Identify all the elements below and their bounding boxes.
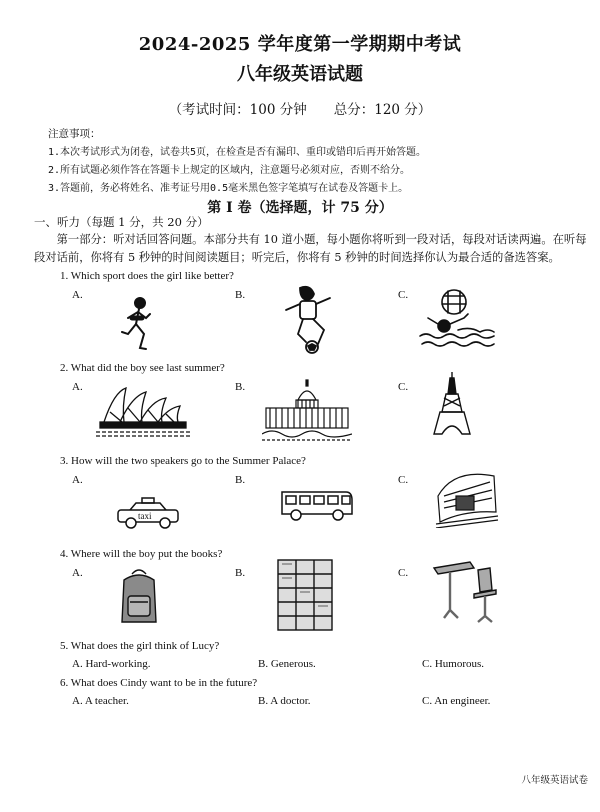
swimmer-image xyxy=(418,288,496,354)
option-a-label: A. xyxy=(72,474,83,486)
soccer-player-image xyxy=(276,284,346,354)
us-capitol-image xyxy=(262,378,352,442)
question-6: 6. What does Cindy want to be in the future? xyxy=(60,677,258,689)
time-and-score-info: （考试时间：100 分钟 总分：120 分） xyxy=(168,102,432,118)
option-b-label: B. xyxy=(235,289,246,301)
question-3: 3. How will the two speakers go to the Summer Palace? xyxy=(60,455,306,467)
option-a: A. A teacher. xyxy=(72,695,129,707)
option-c-label: C. xyxy=(398,289,409,301)
option-a-label: A. xyxy=(72,381,83,393)
option-b-label: B. xyxy=(235,474,246,486)
option-b: B. Generous. xyxy=(258,658,316,670)
question-1: 1. Which sport does the girl like better? xyxy=(60,270,234,282)
subway-train-image xyxy=(434,466,500,528)
section-description: 第一部分：听对话回答问题。本部分共有 10 道小题，每小题你将听到一段对话，每段对话读两遍。在听每段对话前，你将有 5 秒钟的时间阅读题目；听完后，你将有 5 秒钟的时间选择你认为最合适的备选答案。 xyxy=(34,233,587,264)
page-footer: 八年级英语试卷 xyxy=(521,775,588,786)
option-b-label: B. xyxy=(235,381,246,393)
question-4: 4. Where will the boy put the books? xyxy=(60,548,223,560)
desk-chair-image xyxy=(430,560,502,626)
note-item: 1.本次考试形式为闭卷，试卷共5页，在检查是否有漏印、重印或错印后再开始答题。 xyxy=(48,147,427,158)
bookshelf-image xyxy=(276,558,334,632)
taxi-image xyxy=(116,496,180,532)
option-c-label: C. xyxy=(398,381,409,393)
option-a-label: A. xyxy=(72,567,83,579)
question-2: 2. What did the boy see last summer? xyxy=(60,362,225,374)
option-a-label: A. xyxy=(72,289,83,301)
exam-subtitle: 八年级英语试题 xyxy=(237,64,363,85)
taxi-label: taxi xyxy=(138,511,152,521)
option-c: C. An engineer. xyxy=(422,695,491,707)
section-heading: 一、听力（每题 1 分，共 20 分） xyxy=(34,215,209,229)
sydney-opera-house-image xyxy=(96,382,190,440)
option-c-label: C. xyxy=(398,567,409,579)
backpack-image xyxy=(118,566,160,626)
eiffel-tower-image xyxy=(432,372,472,436)
question-5: 5. What does the girl think of Lucy? xyxy=(60,640,220,652)
exam-title: 2024-2025 学年度第一学期期中考试 xyxy=(138,34,462,55)
option-a: A. Hard-working. xyxy=(72,658,151,670)
option-c-label: C. xyxy=(398,474,409,486)
note-item: 3.答题前，务必将姓名、准考证号用0.5毫米黑色签字笔填写在试卷及答题卡上。 xyxy=(48,183,409,194)
notes-heading: 注意事项： xyxy=(48,128,101,140)
bus-image xyxy=(280,488,354,522)
option-b-label: B. xyxy=(235,567,246,579)
runner-image xyxy=(116,296,160,352)
part-title: 第 I 卷（选择题，计 75 分） xyxy=(207,200,393,216)
option-c: C. Humorous. xyxy=(422,658,485,670)
option-b: B. A doctor. xyxy=(258,695,311,707)
note-item: 2.所有试题必须作答在答题卡上规定的区域内，注意题号必须对应，否则不给分。 xyxy=(48,165,411,176)
